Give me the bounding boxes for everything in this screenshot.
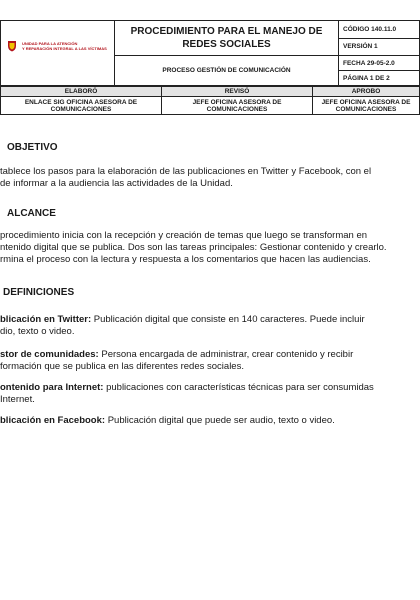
signoff-header-aprobo: APROBO bbox=[313, 87, 420, 97]
definition-term: blicación en Twitter: bbox=[0, 314, 92, 325]
signoff-value-elaboro: ENLACE SIG OFICINA ASESORA DE COMUNICACIONES bbox=[1, 97, 162, 115]
signoff-table bbox=[0, 86, 420, 115]
definition-text: Publicación digital que consiste en 140 caracteres. Puede incluir bbox=[91, 314, 365, 325]
logo-cell bbox=[1, 21, 115, 86]
definition-continuation: dio, texto o video. bbox=[0, 326, 75, 337]
definition-term: blicación en Facebook: bbox=[0, 415, 106, 426]
logo-line-2: Y REPARACIÓN INTEGRAL A LAS VÍCTIMAS bbox=[22, 46, 107, 51]
institution-logo bbox=[7, 40, 107, 52]
signoff-value-aprobo: JEFE OFICINA ASESORA DE COMUNICACIONES bbox=[313, 97, 420, 115]
section-body-objetivo bbox=[0, 166, 400, 190]
signoff-value-reviso: JEFE OFICINA ASESORA DE COMUNICACIONES bbox=[162, 97, 313, 115]
definition-contenido bbox=[0, 382, 400, 406]
paragraph-line: rmina el proceso con la lectura y respuesta a los comentarios que hacen las audiencias. bbox=[0, 254, 371, 265]
section-heading-definiciones: DEFINICIONES bbox=[3, 287, 75, 298]
definition-continuation: formación que se publica en las diferentes redes sociales. bbox=[0, 361, 244, 372]
definition-gestor bbox=[0, 349, 400, 373]
document-code: CÓDIGO 140.11.0 bbox=[339, 21, 420, 39]
signoff-header-reviso: REVISÓ bbox=[162, 87, 313, 97]
document-version: VERSIÓN 1 bbox=[339, 38, 420, 56]
definition-text: Publicación digital que puede ser audio, texto o video. bbox=[105, 415, 335, 426]
title-cell bbox=[115, 21, 339, 56]
definition-text: Persona encargada de administrar, crear contenido y recibir bbox=[98, 349, 354, 360]
definition-twitter bbox=[0, 314, 400, 338]
document-subtitle: PROCESO GESTIÓN DE COMUNICACIÓN bbox=[115, 56, 339, 86]
definition-continuation: Internet. bbox=[0, 394, 35, 405]
document-header bbox=[0, 20, 420, 86]
paragraph-line: de informar a la audiencia las actividades de la Unidad. bbox=[0, 178, 233, 189]
document-date: FECHA 29-05-2.0 bbox=[339, 56, 420, 71]
definition-term: ontenido para Internet: bbox=[0, 382, 104, 393]
document-title: PROCEDIMIENTO PARA EL MANEJO DE REDES SOCIALES bbox=[130, 26, 323, 50]
paragraph-line: tablece los pasos para la elaboración de las publicaciones en Twitter y Facebook, con el bbox=[0, 166, 372, 177]
seal-icon bbox=[7, 40, 17, 52]
section-body-alcance bbox=[0, 230, 400, 266]
section-heading-objetivo: OBJETIVO bbox=[7, 142, 58, 153]
paragraph-line: procedimiento inicia con la recepción y creación de temas que luego se transforman en bbox=[0, 230, 368, 241]
definition-term: stor de comunidades: bbox=[0, 349, 99, 360]
logo-line-1: UNIDAD PARA LA ATENCIÓN bbox=[22, 41, 78, 46]
signoff-header-elaboro: ELABORÓ bbox=[1, 87, 162, 97]
page-number: PÁGINA 1 DE 2 bbox=[339, 71, 420, 86]
paragraph-line: ntenido digital que se publica. Dos son las tareas principales: Gestionar contenido y crearlo. bbox=[0, 242, 387, 253]
definition-facebook bbox=[0, 415, 400, 427]
section-heading-alcance: ALCANCE bbox=[7, 208, 56, 219]
definition-text: publicaciones con características técnicas para ser consumidas bbox=[103, 382, 374, 393]
